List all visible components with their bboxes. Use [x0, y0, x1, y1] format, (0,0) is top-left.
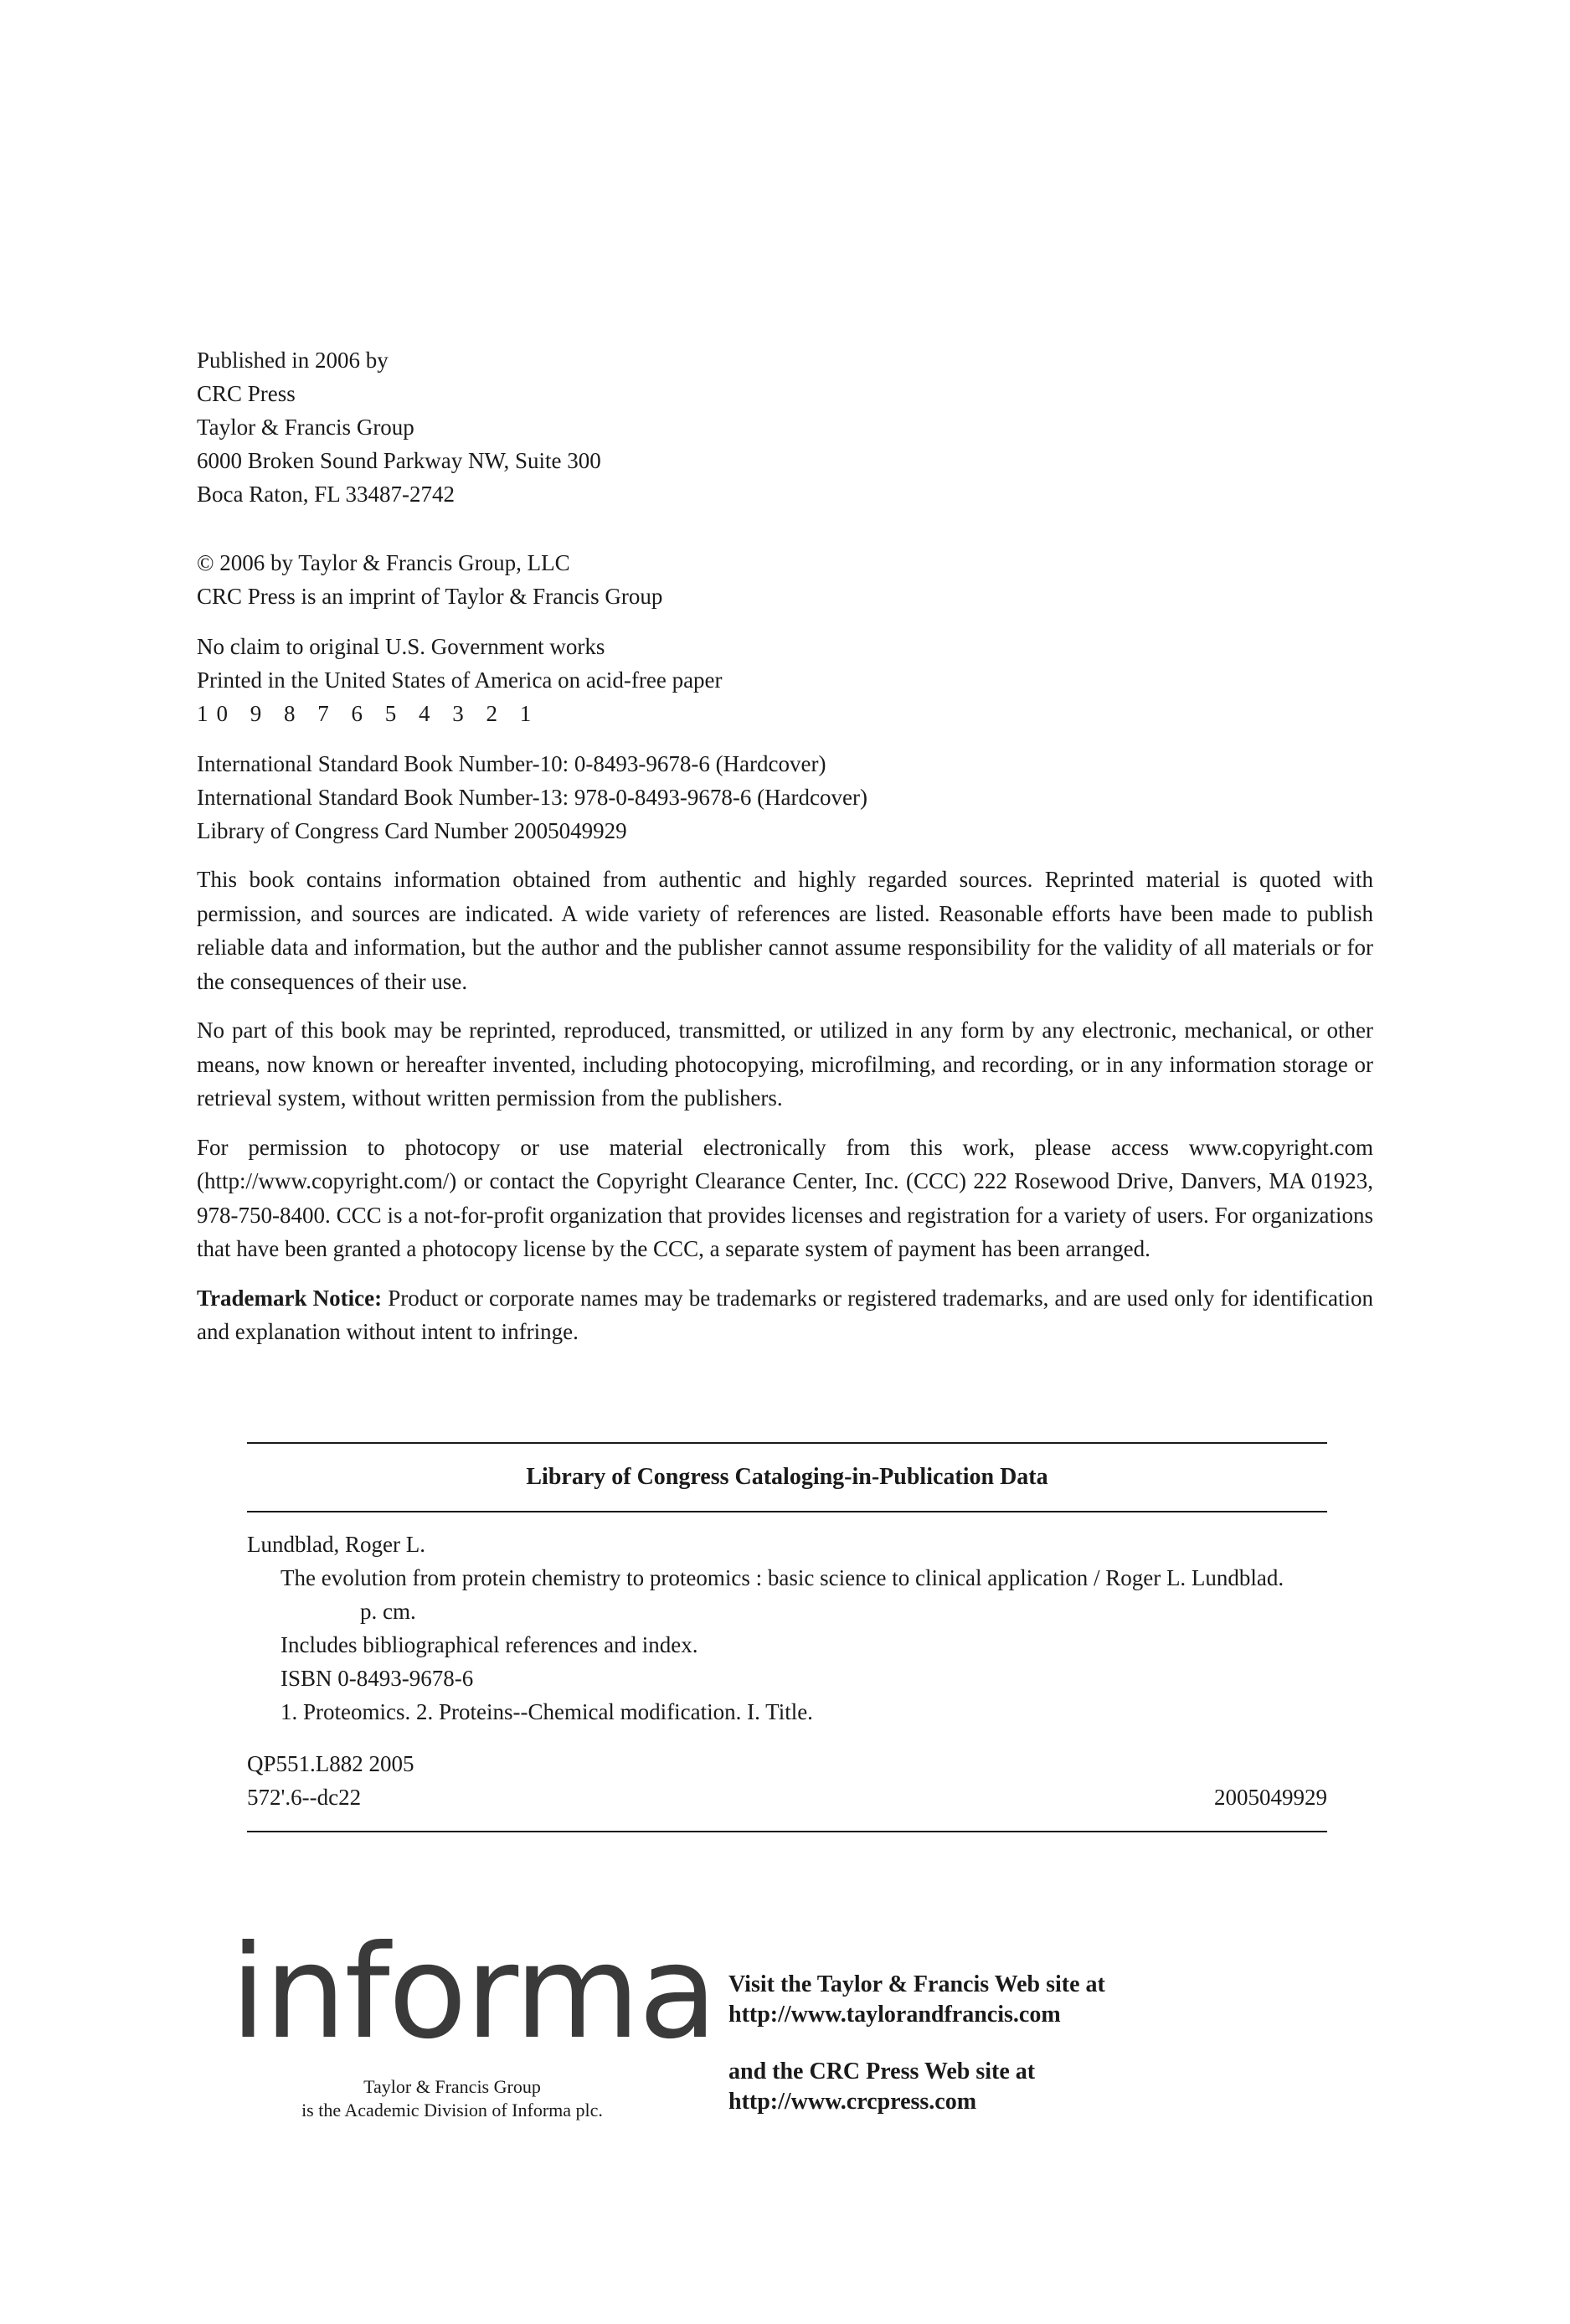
informa-logo	[230, 1918, 716, 2136]
reproduction-paragraph: No part of this book may be reprinted, reproduced, transmitted, or utilized in any form by any electronic, mechanical, or other means, now known or hereafter invented, including photocopying, microfilming, and recording, or in any information storage or retrieval system, without written permission from the publishers.	[197, 1018, 1373, 1110]
copyright-line: © 2006 by Taylor & Francis Group, LLC	[197, 550, 570, 575]
trademark-paragraph	[197, 1281, 1373, 1349]
isbn-info	[197, 747, 1373, 848]
printing-info	[197, 630, 1373, 730]
cip-author: Lundblad, Roger L.	[247, 1532, 425, 1557]
cip-title-entry: The evolution from protein chemistry to proteomics : basic science to clinical application / Roger L. Lundblad.	[281, 1565, 1284, 1590]
cip-data-block	[247, 1442, 1327, 1832]
publisher-street: 6000 Broken Sound Parkway NW, Suite 300	[197, 448, 601, 473]
publisher-address	[197, 343, 1373, 511]
cip-lccn: 2005049929	[1214, 1785, 1327, 1810]
tf-web-link[interactable]: http://www.taylorandfrancis.com	[728, 2002, 1061, 2028]
logo-caption-division: is the Academic Division of Informa plc.	[301, 2100, 603, 2120]
cip-call-number: QP551.L882 2005	[247, 1751, 414, 1776]
cip-bottom-rule	[247, 1831, 1327, 1832]
crc-web-label: and the CRC Press Web site at	[728, 2059, 1036, 2084]
copyright-notice	[197, 546, 1373, 613]
trademark-text: Product or corporate names may be trademarks or registered trademarks, and are used only for identification and explanation without intent to infringe.	[197, 1285, 1374, 1344]
publisher-group: Taylor & Francis Group	[197, 415, 414, 440]
publisher-city: Boca Raton, FL 33487-2742	[197, 482, 455, 507]
logo-caption	[230, 2075, 674, 2122]
tf-web-label: Visit the Taylor & Francis Web site at	[728, 1971, 1105, 1997]
isbn-13-line: International Standard Book Number-13: 978-0-8493-9678-6 (Hardcover)	[197, 785, 867, 810]
cip-subjects: 1. Proteomics. 2. Proteins--Chemical modification. I. Title.	[281, 1699, 813, 1724]
cip-isbn: ISBN 0-8493-9678-6	[281, 1666, 474, 1691]
cip-record	[247, 1512, 1327, 1831]
cip-pages: p. cm.	[360, 1599, 416, 1624]
permission-paragraph: For permission to photocopy or use material electronically from this work, please access www.copyright.com (http://www.copyright.com/) or contact the Copyright Clearance Center, Inc. (CCC) 222 Rosewood Drive, Danvers, MA 01923, 978-750-8400. CCC is a not-for-profit organization that provides licenses and registration for a variety of users. For organizations that have been granted a photocopy license by the CCC, a separate system of payment has been arranged.	[197, 1134, 1373, 1261]
sources-paragraph: This book contains information obtained from authentic and highly regarded sources. Reprinted material is quoted with permission, and sources are indicated. A wide variety of references are listed. Reasonable efforts have been made to publish reliable data and information, but the author and the publisher cannot assume responsibility for the validity of all materials or for the consequences of their use.	[197, 867, 1373, 994]
logo-caption-group: Taylor & Francis Group	[363, 2076, 541, 2097]
government-works-line: No claim to original U.S. Government works	[197, 634, 605, 659]
copyright-text	[197, 343, 1373, 1349]
web-sites-block	[728, 1970, 1365, 2117]
lccn-line: Library of Congress Card Number 2005049929	[197, 818, 627, 843]
cip-title: Library of Congress Cataloging-in-Publication Data	[526, 1464, 1048, 1490]
cip-dewey: 572'.6--dc22	[247, 1785, 362, 1810]
cip-classification-row	[247, 1780, 1327, 1814]
publisher-name: CRC Press	[197, 381, 296, 406]
print-number-line: 10 9 8 7 6 5 4 3 2 1	[197, 701, 540, 726]
published-line: Published in 2006 by	[197, 348, 389, 373]
cip-includes: Includes bibliographical references and index.	[281, 1632, 698, 1657]
informa-wordmark: informa	[230, 1918, 716, 2068]
isbn-10-line: International Standard Book Number-10: 0-8493-9678-6 (Hardcover)	[197, 751, 826, 776]
trademark-label: Trademark Notice:	[197, 1285, 383, 1311]
printed-in-line: Printed in the United States of America on acid-free paper	[197, 667, 723, 693]
crc-web-link[interactable]: http://www.crcpress.com	[728, 2089, 977, 2115]
imprint-line: CRC Press is an imprint of Taylor & Francis Group	[197, 584, 663, 609]
